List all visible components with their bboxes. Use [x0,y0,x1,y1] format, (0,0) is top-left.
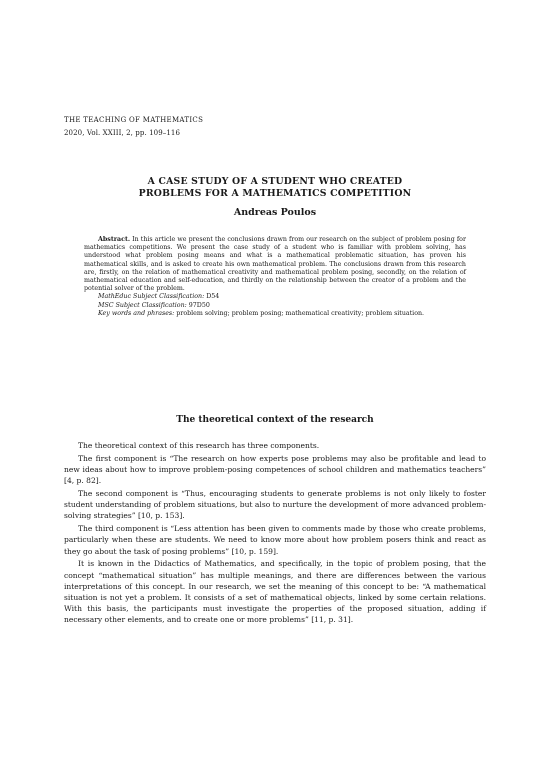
body-paragraph: The first component is “The research on how experts pose problems may also be profitable and lead to new ideas about how to improve problem-posing competences of school children and mathematics teachers” [4, p. 82]. [64,453,486,486]
article-author: Andreas Poulos [233,207,317,218]
section-heading: The theoretical context of the research [176,415,374,425]
mathEduc-label: MathEduc Subject Classification: [98,293,205,301]
section-body [64,440,486,627]
msc-label: MSC Subject Classification: [98,301,187,309]
keywords [84,310,466,318]
journal-header [64,114,203,140]
mathEduc-classification [84,293,466,301]
article-title [64,176,486,200]
msc-value: 97D50 [188,301,210,309]
body-paragraph: The second component is “Thus, encouraging students to generate problems is not only likely to foster student understanding of problem situations, but also to nurture the development of more advanced problem-solving strategies” [10, p. 153]. [64,489,486,521]
article-title-line-2: PROBLEMS FOR A MATHEMATICS COMPETITION [138,188,412,199]
body-paragraph: It is known in the Didactics of Mathematics, and specifically, in the topic of problem posing, that the concept “mathematical situation” has multiple meanings, and there are differences between the various interpretations of this concept. In our research, we set the meaning of this concept to be: “A mathematical situation is not yet a problem. It consists of a set of mathematical objects, linked by some certain relations. With this basis, the participants must investigate the properties of the proposed situation, adding if necessary other elements, and to create one or more problems” [11, p. 31]. [64,559,486,625]
body-paragraph: The third component is “Less attention has been given to comments made by those who create problems, particularly when these are students. We need to know more about how problem posers think and react as they go about the task of posing problems” [10, p. 159]. [64,524,486,556]
abstract-block [84,236,466,318]
article-title-line-1: A CASE STUDY OF A STUDENT WHO CREATED [147,176,403,187]
keywords-value: problem solving; problem posing; mathematical creativity; problem situation. [176,309,425,317]
mathEduc-value: D54 [206,293,220,301]
abstract-paragraph [84,236,466,293]
journal-issue: 2020, Vol. XXIII, 2, pp. 109–116 [64,129,181,137]
msc-classification [84,302,466,310]
abstract-label: Abstract. [98,236,131,243]
journal-name: THE TEACHING OF MATHEMATICS [64,116,204,124]
abstract-text: In this article we present the conclusions drawn from our research on the subject of problem posing for mathematics competitions. We present the case study of a student who is familiar with problem solving, has understood what problem posing means and what is a mathematical problematic situation, has proven his mathematical skills, and is asked to create his own mathematical problem. The conclusions drawn from this research are, firstly, on the relation of mathematical creativity and mathematical problem posing, secondly, on the relation of mathematical education and self-education, and thirdly on the relationship between the creator of a problem and the potential solver of the problem. [84,236,466,293]
keywords-label: Key words and phrases: [98,309,175,317]
body-paragraph: The theoretical context of this research has three components. [78,441,320,450]
